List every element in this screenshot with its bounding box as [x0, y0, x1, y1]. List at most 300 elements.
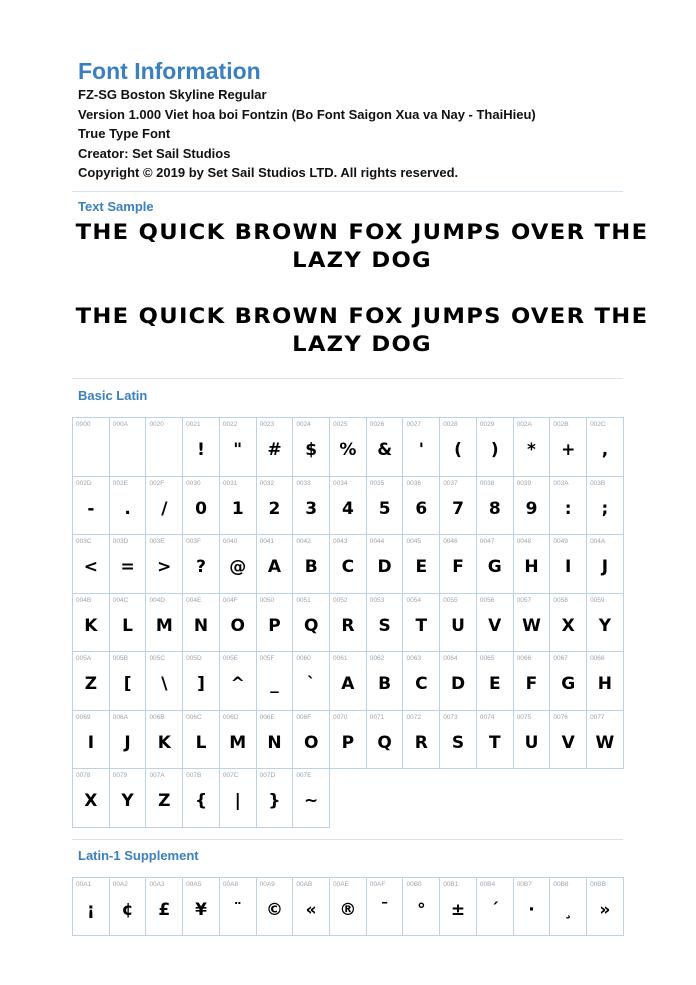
glyph-code: 0046	[443, 538, 458, 545]
glyph-char: V	[488, 615, 502, 636]
font-copyright: Copyright © 2019 by Set Sail Studios LTD. All rights reserved.	[78, 165, 459, 181]
glyph-code: 007D	[259, 772, 276, 779]
glyph-cell	[403, 878, 440, 936]
glyph-cell	[550, 878, 587, 936]
glyph-char: W	[522, 615, 541, 636]
glyph-code: 00A2	[112, 881, 128, 888]
glyph-code: 00B0	[406, 881, 422, 888]
glyph-code: 006D	[222, 713, 239, 721]
glyph-cell	[440, 878, 477, 936]
glyph-cell	[367, 878, 404, 936]
glyph-char: /	[161, 498, 168, 519]
glyph-char: C	[341, 557, 355, 577]
glyph-code: 007C	[222, 772, 239, 779]
glyph-cell	[110, 652, 147, 711]
latin1-supplement-heading: Latin-1 Supplement	[78, 848, 199, 863]
glyph-code: 0070	[333, 713, 348, 721]
glyph-char: \	[161, 674, 168, 694]
glyph-cell	[220, 535, 257, 594]
glyph-code: 0043	[333, 538, 348, 545]
glyph-char: I	[565, 557, 572, 577]
glyph-char: K	[84, 615, 98, 636]
glyph-code: 0051	[296, 596, 311, 604]
glyph-char: 0	[195, 498, 207, 519]
glyph-cell	[110, 535, 147, 594]
glyph-code: 0031	[222, 479, 238, 487]
glyph-char: R	[414, 732, 428, 753]
glyph-char: 8	[488, 498, 501, 519]
glyph-char: (	[454, 440, 462, 460]
glyph-code: 006B	[149, 713, 165, 721]
text-sample-heading: Text Sample	[78, 199, 154, 214]
glyph-char: '	[418, 440, 424, 460]
glyph-cell	[183, 711, 220, 770]
glyph-cell	[440, 477, 477, 536]
glyph-code: 006C	[186, 713, 202, 721]
glyph-cell	[183, 878, 220, 936]
glyph-cell	[477, 418, 514, 477]
glyph-char: £	[158, 900, 171, 920]
glyph-code: 003F	[186, 538, 201, 545]
glyph-cell	[550, 477, 587, 536]
glyph-char: N	[267, 732, 282, 753]
glyph-code: 0047	[479, 538, 495, 545]
glyph-char: O	[230, 615, 245, 636]
glyph-char: &	[377, 440, 393, 460]
glyph-cell	[403, 477, 440, 536]
glyph-code: 00AF	[369, 881, 386, 888]
glyph-char: *	[527, 440, 536, 460]
glyph-char: ]	[197, 674, 205, 694]
glyph-char: Q	[303, 615, 319, 636]
glyph-code: 0059	[590, 596, 605, 604]
glyph-cell	[330, 535, 367, 594]
glyph-cell	[514, 477, 551, 536]
glyph-char: Z	[84, 674, 98, 694]
glyph-char: "	[233, 440, 243, 460]
glyph-code: 003B	[590, 479, 606, 487]
glyph-code: 004D	[149, 596, 165, 604]
glyph-cell	[367, 477, 404, 536]
glyph-code: 0036	[406, 479, 421, 487]
glyph-char: V	[561, 732, 575, 753]
glyph-cell	[257, 711, 294, 770]
glyph-cell	[367, 418, 404, 477]
glyph-cell	[146, 769, 183, 828]
glyph-char: °	[417, 900, 426, 920]
glyph-cell	[330, 652, 367, 711]
glyph-char: ;	[601, 498, 609, 519]
glyph-char: :	[564, 498, 572, 519]
glyph-cell	[110, 594, 147, 653]
latin1-supplement-glyph-grid	[72, 877, 624, 936]
glyph-cell	[514, 878, 551, 936]
glyph-char: ¢	[121, 900, 134, 920]
glyph-code: 00AE	[333, 881, 349, 888]
glyph-char: 4	[341, 498, 354, 519]
glyph-code: 007A	[149, 772, 165, 779]
glyph-cell	[477, 711, 514, 770]
glyph-cell	[257, 769, 294, 828]
glyph-cell	[330, 711, 367, 770]
glyph-cell	[587, 652, 624, 711]
glyph-cell	[146, 418, 183, 477]
glyph-code: 00BB	[590, 881, 606, 888]
glyph-char: 3	[305, 498, 318, 519]
glyph-cell	[293, 477, 330, 536]
glyph-cell	[477, 535, 514, 594]
glyph-code: 0058	[553, 596, 568, 604]
glyph-code: 00A3	[149, 881, 165, 888]
glyph-cell	[367, 711, 404, 770]
glyph-cell	[477, 652, 514, 711]
glyph-char: @	[229, 557, 247, 577]
glyph-char: Q	[377, 732, 392, 753]
glyph-code: 0065	[479, 655, 495, 662]
glyph-code: 0075	[516, 713, 532, 721]
glyph-cell	[367, 652, 404, 711]
glyph-cell	[220, 652, 257, 711]
glyph-cell	[257, 535, 294, 594]
glyph-code: 0069	[76, 713, 91, 721]
glyph-char: B	[378, 674, 392, 694]
glyph-char: T	[488, 732, 501, 753]
glyph-cell	[146, 477, 183, 536]
glyph-char: ©	[265, 900, 283, 920]
glyph-code: 0022	[222, 421, 238, 428]
glyph-cell	[514, 594, 551, 653]
glyph-cell	[477, 594, 514, 653]
glyph-code: 006E	[259, 713, 275, 721]
glyph-char: F	[525, 674, 538, 694]
basic-latin-heading: Basic Latin	[78, 388, 148, 403]
glyph-code: 002E	[112, 479, 128, 487]
glyph-code: 004B	[76, 596, 92, 604]
glyph-cell	[220, 878, 257, 936]
glyph-code: 0033	[296, 479, 311, 487]
glyph-cell	[146, 711, 183, 770]
glyph-cell	[293, 652, 330, 711]
glyph-cell	[587, 418, 624, 477]
glyph-char: ?	[196, 557, 206, 577]
glyph-char: A	[341, 674, 355, 694]
glyph-char: +	[561, 440, 576, 460]
glyph-char: .	[124, 498, 131, 519]
text-sample-1: THE QUICK BROWN FOX JUMPS OVER THE LAZY DOG	[75, 220, 649, 272]
glyph-cell	[587, 878, 624, 936]
glyph-cell	[110, 711, 147, 770]
glyph-cell	[477, 477, 514, 536]
glyph-code: 0027	[406, 421, 421, 428]
glyph-cell	[587, 711, 624, 770]
glyph-code: 0029	[479, 421, 495, 428]
glyph-code: 0025	[333, 421, 348, 428]
glyph-code: 004E	[186, 596, 202, 604]
glyph-char: B	[304, 557, 318, 577]
glyph-code: 0053	[369, 596, 385, 604]
glyph-code: 0035	[369, 479, 385, 487]
glyph-code: 0078	[76, 772, 91, 779]
glyph-char: ¸	[563, 900, 573, 920]
glyph-cell	[293, 878, 330, 936]
glyph-cell	[220, 477, 257, 536]
glyph-code: 0067	[553, 655, 568, 662]
glyph-code: 0073	[443, 713, 458, 721]
glyph-char: 7	[452, 498, 464, 519]
glyph-char: R	[341, 615, 355, 636]
glyph-code: 0039	[516, 479, 532, 487]
glyph-char: #	[267, 440, 282, 460]
glyph-char: 9	[525, 498, 538, 519]
glyph-code: 005C	[149, 655, 165, 662]
glyph-char: H	[524, 557, 539, 577]
glyph-cell	[440, 594, 477, 653]
glyph-char: Y	[598, 615, 612, 636]
glyph-code: 00B8	[553, 881, 569, 888]
glyph-cell	[477, 878, 514, 936]
glyph-char: ´	[490, 900, 500, 920]
glyph-code: 0057	[516, 596, 532, 604]
font-version: Version 1.000 Viet hoa boi Fontzin (Bo Font Saigon Xua va Nay - ThaiHieu)	[78, 106, 536, 122]
glyph-code: 00B1	[443, 881, 459, 888]
glyph-code: 003E	[149, 538, 165, 545]
glyph-code: 0030	[186, 479, 201, 487]
glyph-char: D	[377, 557, 392, 577]
glyph-code: 0061	[333, 655, 348, 662]
glyph-cell	[550, 652, 587, 711]
glyph-char: |	[234, 791, 241, 811]
glyph-char: J	[124, 732, 131, 753]
glyph-char: J	[601, 557, 609, 577]
glyph-code: 0032	[259, 479, 275, 487]
glyph-cell	[73, 535, 110, 594]
glyph-cell	[183, 535, 220, 594]
glyph-cell	[73, 477, 110, 536]
glyph-code: 0023	[259, 421, 275, 428]
glyph-code: 0062	[369, 655, 385, 662]
glyph-cell	[257, 477, 294, 536]
glyph-char: }	[268, 791, 281, 811]
glyph-code: 0042	[296, 538, 311, 545]
glyph-char: X	[561, 615, 575, 636]
glyph-code: 002F	[149, 479, 165, 487]
glyph-code: 005D	[186, 655, 202, 662]
glyph-char: L	[195, 732, 207, 753]
glyph-code: 0048	[516, 538, 532, 545]
glyph-cell	[220, 418, 257, 477]
glyph-cell	[514, 535, 551, 594]
glyph-cell	[73, 652, 110, 711]
glyph-char: S	[378, 615, 391, 636]
glyph-cell	[220, 711, 257, 770]
glyph-cell	[257, 878, 294, 936]
glyph-char: M	[155, 615, 173, 636]
glyph-cell	[403, 652, 440, 711]
text-sample-2: THE QUICK BROWN FOX JUMPS OVER THE LAZY DOG	[75, 304, 649, 356]
glyph-code: 0054	[406, 596, 421, 604]
glyph-char: ¯	[380, 900, 389, 920]
glyph-cell	[550, 594, 587, 653]
glyph-char: >	[157, 557, 172, 577]
glyph-code: 002C	[590, 421, 606, 428]
font-type: True Type Font	[78, 126, 171, 142]
glyph-code: 002A	[516, 421, 532, 428]
glyph-char: ,	[601, 440, 609, 460]
glyph-char: G	[561, 674, 576, 694]
glyph-cell	[440, 535, 477, 594]
glyph-cell	[257, 594, 294, 653]
glyph-char: ®	[339, 900, 357, 920]
glyph-code: 003C	[76, 538, 92, 545]
glyph-code: 005F	[259, 655, 275, 662]
glyph-char: ^	[230, 674, 245, 694]
glyph-cell	[73, 594, 110, 653]
glyph-code: 00B7	[516, 881, 532, 888]
glyph-cell	[550, 418, 587, 477]
glyph-code: 007E	[296, 772, 312, 779]
glyph-char: 1	[231, 498, 244, 519]
glyph-cell	[146, 878, 183, 936]
glyph-cell	[514, 418, 551, 477]
glyph-char: D	[450, 674, 466, 694]
glyph-char: ±	[450, 900, 466, 920]
glyph-cell	[257, 418, 294, 477]
glyph-cell	[183, 594, 220, 653]
glyph-char: %	[339, 440, 357, 460]
glyph-code: 0072	[406, 713, 421, 721]
glyph-char: «	[305, 900, 317, 920]
divider	[72, 378, 623, 379]
glyph-cell	[514, 652, 551, 711]
glyph-code: 0049	[553, 538, 568, 545]
glyph-code: 0055	[443, 596, 458, 604]
glyph-cell	[293, 535, 330, 594]
glyph-char: »	[599, 900, 611, 920]
glyph-code: 00A5	[186, 881, 202, 888]
glyph-cell	[550, 535, 587, 594]
glyph-char: L	[122, 615, 133, 636]
glyph-cell	[293, 769, 330, 828]
glyph-char: Z	[158, 791, 171, 811]
glyph-cell	[146, 535, 183, 594]
glyph-code: 0068	[590, 655, 605, 662]
glyph-char: =	[120, 557, 135, 577]
glyph-code: 0024	[296, 421, 311, 428]
glyph-cell	[403, 418, 440, 477]
glyph-char: <	[83, 557, 98, 577]
glyph-cell	[73, 418, 110, 477]
glyph-cell	[550, 711, 587, 770]
glyph-char: ¥	[195, 900, 207, 920]
divider	[72, 191, 623, 192]
glyph-cell	[183, 477, 220, 536]
glyph-cell	[403, 711, 440, 770]
glyph-cell	[73, 769, 110, 828]
glyph-char: W	[595, 732, 615, 753]
glyph-char: Y	[121, 791, 134, 811]
glyph-char: ·	[528, 900, 535, 920]
glyph-char: G	[487, 557, 502, 577]
glyph-char: O	[303, 732, 319, 753]
glyph-cell	[146, 594, 183, 653]
glyph-cell	[183, 652, 220, 711]
basic-latin-glyph-grid	[72, 417, 624, 828]
glyph-cell	[403, 594, 440, 653]
glyph-code: 0076	[553, 713, 568, 721]
glyph-char: I	[87, 732, 95, 753]
glyph-code: 0060	[296, 655, 311, 662]
glyph-code: 0079	[112, 772, 128, 779]
glyph-char: E	[488, 674, 501, 694]
glyph-code: 0000	[76, 421, 91, 428]
glyph-char: 5	[378, 498, 391, 519]
glyph-char: T	[415, 615, 428, 636]
glyph-char: F	[452, 557, 464, 577]
glyph-char: M	[229, 732, 247, 753]
glyph-cell	[73, 878, 110, 936]
glyph-code: 0071	[369, 713, 385, 721]
glyph-char: _	[270, 674, 279, 694]
glyph-code: 0021	[186, 421, 201, 428]
glyph-char: E	[415, 557, 428, 577]
glyph-cell	[110, 769, 147, 828]
glyph-cell	[257, 652, 294, 711]
glyph-cell	[440, 418, 477, 477]
glyph-char: H	[597, 674, 613, 694]
glyph-code: 005E	[222, 655, 239, 662]
glyph-code: 00B4	[479, 881, 496, 888]
glyph-char: P	[341, 732, 355, 753]
glyph-cell	[367, 535, 404, 594]
glyph-code: 004C	[112, 596, 129, 604]
glyph-char: S	[451, 732, 465, 753]
glyph-code: 0050	[259, 596, 275, 604]
glyph-code: 002B	[553, 421, 569, 428]
glyph-code: 0045	[406, 538, 421, 545]
glyph-cell	[146, 652, 183, 711]
glyph-char: U	[451, 615, 465, 636]
glyph-char: ¨	[233, 900, 242, 920]
glyph-code: 00A9	[259, 881, 275, 888]
glyph-code: 0041	[259, 538, 275, 545]
glyph-code: 005A	[76, 655, 92, 662]
glyph-code: 002D	[76, 479, 92, 487]
font-creator: Creator: Set Sail Studios	[78, 145, 231, 161]
font-name: FZ-SG Boston Skyline Regular	[78, 87, 267, 102]
glyph-char: `	[306, 674, 316, 694]
glyph-char: !	[197, 440, 205, 460]
glyph-cell	[587, 594, 624, 653]
glyph-code: 0077	[590, 713, 605, 721]
glyph-char: C	[415, 674, 428, 694]
glyph-code: 0063	[406, 655, 421, 662]
glyph-cell	[330, 594, 367, 653]
font-details	[78, 85, 536, 183]
divider	[72, 839, 623, 840]
glyph-char: -	[87, 498, 95, 519]
glyph-cell	[110, 878, 147, 936]
glyph-code: 005B	[112, 655, 128, 662]
glyph-code: 003A	[553, 479, 569, 487]
glyph-cell	[293, 594, 330, 653]
glyph-cell	[220, 594, 257, 653]
glyph-code: 0020	[149, 421, 164, 428]
glyph-code: 0040	[222, 538, 238, 545]
glyph-char: {	[194, 791, 208, 811]
glyph-char: A	[267, 557, 282, 577]
glyph-cell	[330, 878, 367, 936]
glyph-char: ¡	[86, 900, 95, 920]
